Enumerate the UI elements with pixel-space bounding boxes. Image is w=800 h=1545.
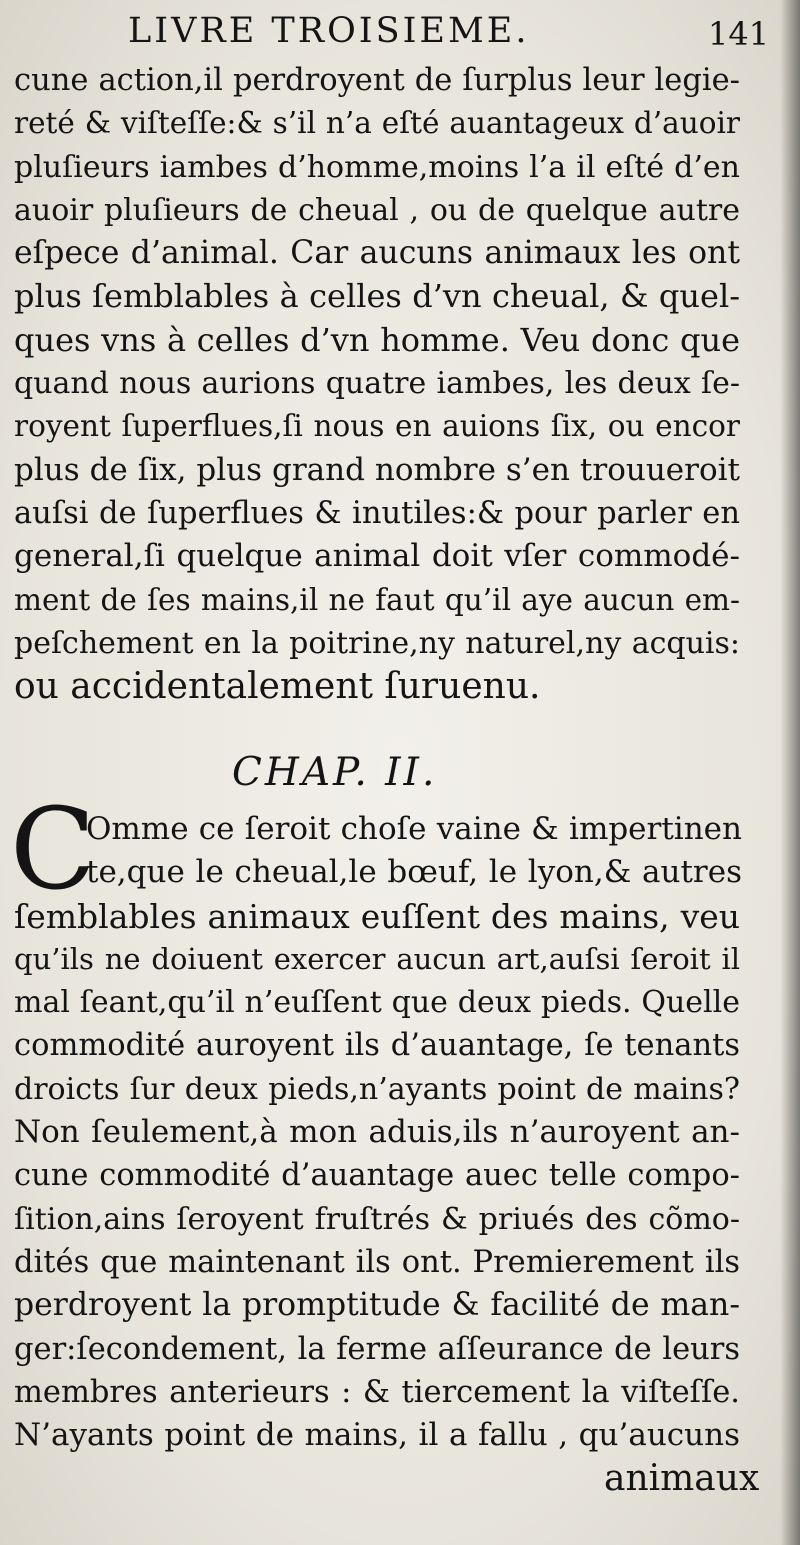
text-line: general,ſi quelque animal doit vſer commodé- (14, 538, 740, 575)
catchword: animaux (604, 1458, 760, 1499)
text-line: cune action,il perdroyent de ſurplus leur legie- (14, 63, 740, 98)
page-edge-shadow (780, 0, 800, 1545)
text-line: plus de ſix, plus grand nombre s’en trouueroit (14, 451, 740, 488)
text-line: royent ſuperflues,ſi nous en auions ſix, ou encor (14, 409, 740, 444)
text-line: cune commodité d’auantage auec telle compo- (14, 1158, 740, 1194)
text-line: plus ſemblables à celles d’vn cheual, & quel- (14, 277, 740, 316)
text-line: ſemblables animaux euſſent des mains, veu (14, 896, 740, 936)
text-line: auſsi de ſuperflues & inutiles:& pour parler en (14, 495, 740, 531)
text-line: auoir pluſieurs de cheual , ou de quelque autre (14, 192, 740, 228)
text-line: Non ſeulement,à mon aduis,ils n’auroyent an- (14, 1114, 740, 1151)
text-line: peſchement en la poitrine,ny naturel,ny acquis: (14, 625, 740, 661)
text-line: N’ayants point de mains, il a fallu , qu’aucuns (14, 1417, 740, 1454)
text-line: commodité auroyent ils d’auantage, ſe tenants (14, 1028, 740, 1064)
text-line: quand nous aurions quatre iambes, les deux ſe- (14, 366, 740, 402)
text-line: ment de ſes mains,il ne faut qu’il aye aucun em- (14, 582, 740, 617)
text-line: ſition,ains ſeroyent fruſtrés & priués des cõmo- (14, 1201, 740, 1237)
text-line: qu’ils ne doiuent exercer aucun art,auſsi ſeroit il (14, 941, 740, 976)
chapter-paragraph (14, 808, 740, 1457)
text-line: te,que le cheual,le bœuf, le lyon,& autres (86, 854, 742, 891)
text-line: Omme ce ſeroit choſe vaine & impertinen (86, 811, 742, 847)
running-title: LIVRE TROISIEME. (128, 11, 530, 51)
text-line: membres anterieurs : & tiercement la viſteſſe. (14, 1374, 740, 1410)
drop-cap: C (10, 785, 96, 915)
text-line: dités que maintenant ils ont. Premierement ils (14, 1244, 740, 1280)
text-line: ger:ſecondement, la ferme aſſeurance de leurs (14, 1331, 740, 1367)
page-header (0, 8, 800, 54)
text-line: mal ſeant,qu’il n’euſſent que deux pieds. Quelle (14, 985, 740, 1021)
paragraph-continued (14, 59, 740, 708)
text-line: perdroyent la promptitude & facilité de man- (14, 1287, 740, 1324)
text-line: eſpece d’animal. Car aucuns animaux les ont (14, 235, 740, 272)
page-number: 141 (708, 15, 770, 53)
text-line: reté & viſteſſe:& s’il n’a eſté auantageux d’auoir (14, 106, 740, 141)
text-line: pluſieurs iambes d’homme,moins l’a il eſté d’en (14, 149, 740, 185)
text-line: droicts ſur deux pieds,n’ayants point de mains? (14, 1071, 740, 1107)
chapter-heading: CHAP. II. (232, 750, 438, 795)
text-line: ou accidentalement ſuruenu. (14, 666, 541, 708)
text-line: ques vns à celles d’vn homme. Veu donc que (14, 320, 740, 359)
